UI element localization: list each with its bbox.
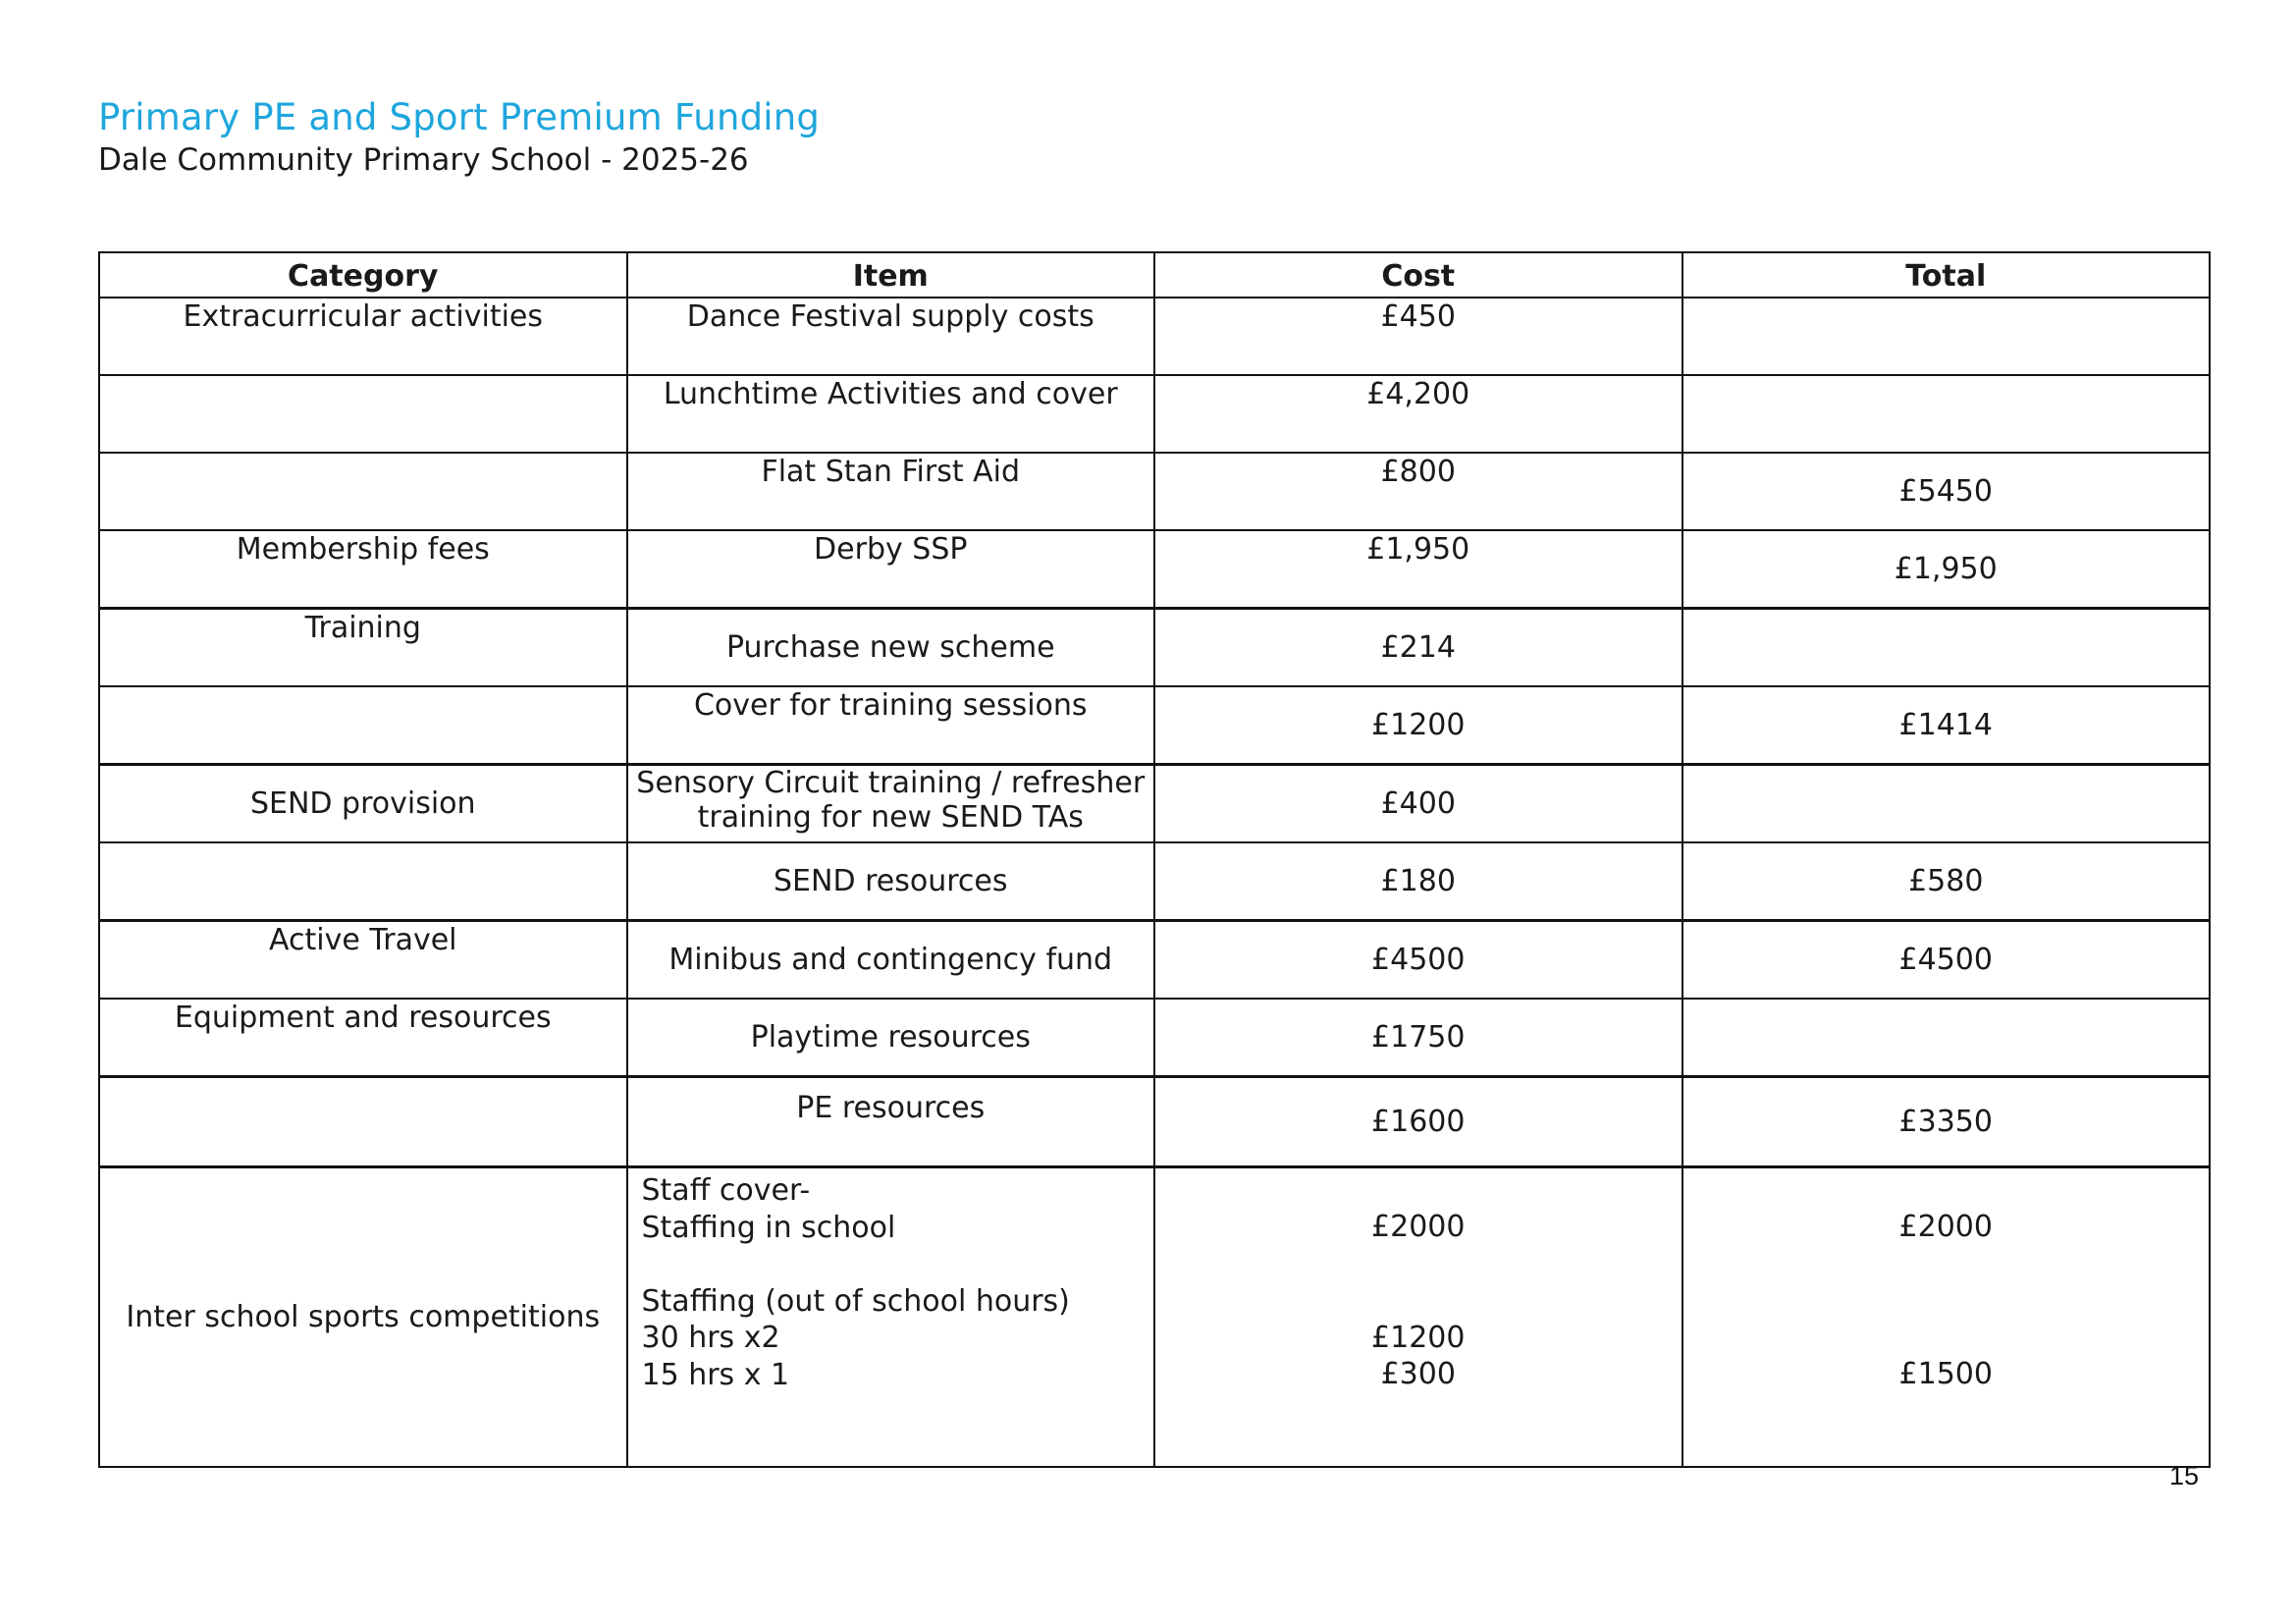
table-row	[99, 609, 2210, 687]
item-cell: Flat Stan First Aid	[627, 453, 1155, 530]
total-line	[1691, 1246, 2202, 1283]
table-row	[99, 842, 2210, 921]
item-line: 30 hrs x2	[641, 1321, 780, 1355]
cost-line: £300	[1380, 1357, 1456, 1391]
cost-cell: £4,200	[1154, 375, 1682, 453]
table-header-row	[99, 252, 2210, 298]
cost-line: £2000	[1371, 1210, 1466, 1244]
table-row	[99, 530, 2210, 609]
item-cell: Derby SSP	[627, 530, 1155, 609]
category-cell	[99, 375, 627, 453]
item-cell: Purchase new scheme	[627, 609, 1155, 687]
total-cell: £3350	[1682, 1077, 2211, 1167]
cost-cell: £450	[1154, 298, 1682, 375]
item-cell: Playtime resources	[627, 999, 1155, 1077]
category-cell: Inter school sports competitions	[99, 1167, 627, 1468]
item-line	[642, 1246, 1147, 1283]
cost-cell: £1,950	[1154, 530, 1682, 609]
item-cell: Minibus and contingency fund	[627, 921, 1155, 1000]
cost-cell: £400	[1154, 765, 1682, 843]
category-cell: SEND provision	[99, 765, 627, 843]
category-cell: Membership fees	[99, 530, 627, 609]
total-line: £1500	[1898, 1357, 1993, 1391]
total-cell	[1682, 1167, 2211, 1468]
item-line: Staff cover-	[641, 1173, 811, 1208]
total-line	[1691, 1320, 2202, 1357]
category-cell: Extracurricular activities	[99, 298, 627, 375]
total-line: £2000	[1898, 1210, 1993, 1244]
total-cell	[1682, 765, 2211, 843]
total-cell	[1682, 375, 2211, 453]
item-cell	[627, 1167, 1155, 1468]
item-cell: PE resources	[627, 1077, 1155, 1167]
total-cell	[1682, 298, 2211, 375]
header-total: Total	[1682, 252, 2211, 298]
item-cell: Dance Festival supply costs	[627, 298, 1155, 375]
header-cost: Cost	[1154, 252, 1682, 298]
table-row	[99, 921, 2210, 1000]
cost-cell: £1750	[1154, 999, 1682, 1077]
cost-cell	[1154, 1167, 1682, 1468]
cost-cell: £180	[1154, 842, 1682, 921]
category-cell	[99, 842, 627, 921]
document-title: Primary PE and Sport Premium Funding	[98, 96, 821, 138]
item-line: Staffing (out of school hours)	[641, 1283, 1070, 1319]
table-row	[99, 375, 2210, 453]
total-cell: £580	[1682, 842, 2211, 921]
item-cell: Cover for training sessions	[627, 686, 1155, 765]
table-row	[99, 765, 2210, 843]
table-row	[99, 999, 2210, 1077]
header-item: Item	[627, 252, 1155, 298]
category-cell	[99, 453, 627, 530]
cost-cell: £214	[1154, 609, 1682, 687]
document-subtitle: Dale Community Primary School - 2025-26	[98, 142, 749, 178]
cost-line	[1163, 1282, 1674, 1320]
category-cell	[99, 686, 627, 765]
table-row	[99, 1077, 2210, 1167]
total-line	[1691, 1282, 2202, 1320]
total-cell: £4500	[1682, 921, 2211, 1000]
item-cell: SEND resources	[627, 842, 1155, 921]
table-row	[99, 298, 2210, 375]
total-cell: £1414	[1682, 686, 2211, 765]
table-row	[99, 453, 2210, 530]
cost-cell: £1200	[1154, 686, 1682, 765]
category-cell: Active Travel	[99, 921, 627, 1000]
funding-table	[98, 251, 2211, 1468]
item-line: Staffing in school	[641, 1210, 896, 1245]
cost-line	[1163, 1246, 1674, 1283]
cost-cell: £4500	[1154, 921, 1682, 1000]
cost-cell: £800	[1154, 453, 1682, 530]
category-cell	[99, 1077, 627, 1167]
item-cell: Sensory Circuit training / refresher training for new SEND TAs	[627, 765, 1155, 843]
item-cell: Lunchtime Activities and cover	[627, 375, 1155, 453]
category-cell: Equipment and resources	[99, 999, 627, 1077]
category-cell: Training	[99, 609, 627, 687]
total-cell	[1682, 609, 2211, 687]
table-row	[99, 686, 2210, 765]
item-line: 15 hrs x 1	[641, 1357, 790, 1392]
cost-cell: £1600	[1154, 1077, 1682, 1167]
header-category: Category	[99, 252, 627, 298]
total-cell	[1682, 999, 2211, 1077]
total-cell: £1,950	[1682, 530, 2211, 609]
table-row	[99, 1167, 2210, 1468]
cost-line: £1200	[1371, 1320, 1466, 1355]
total-cell: £5450	[1682, 453, 2211, 530]
page-number: 15	[2169, 1461, 2200, 1490]
